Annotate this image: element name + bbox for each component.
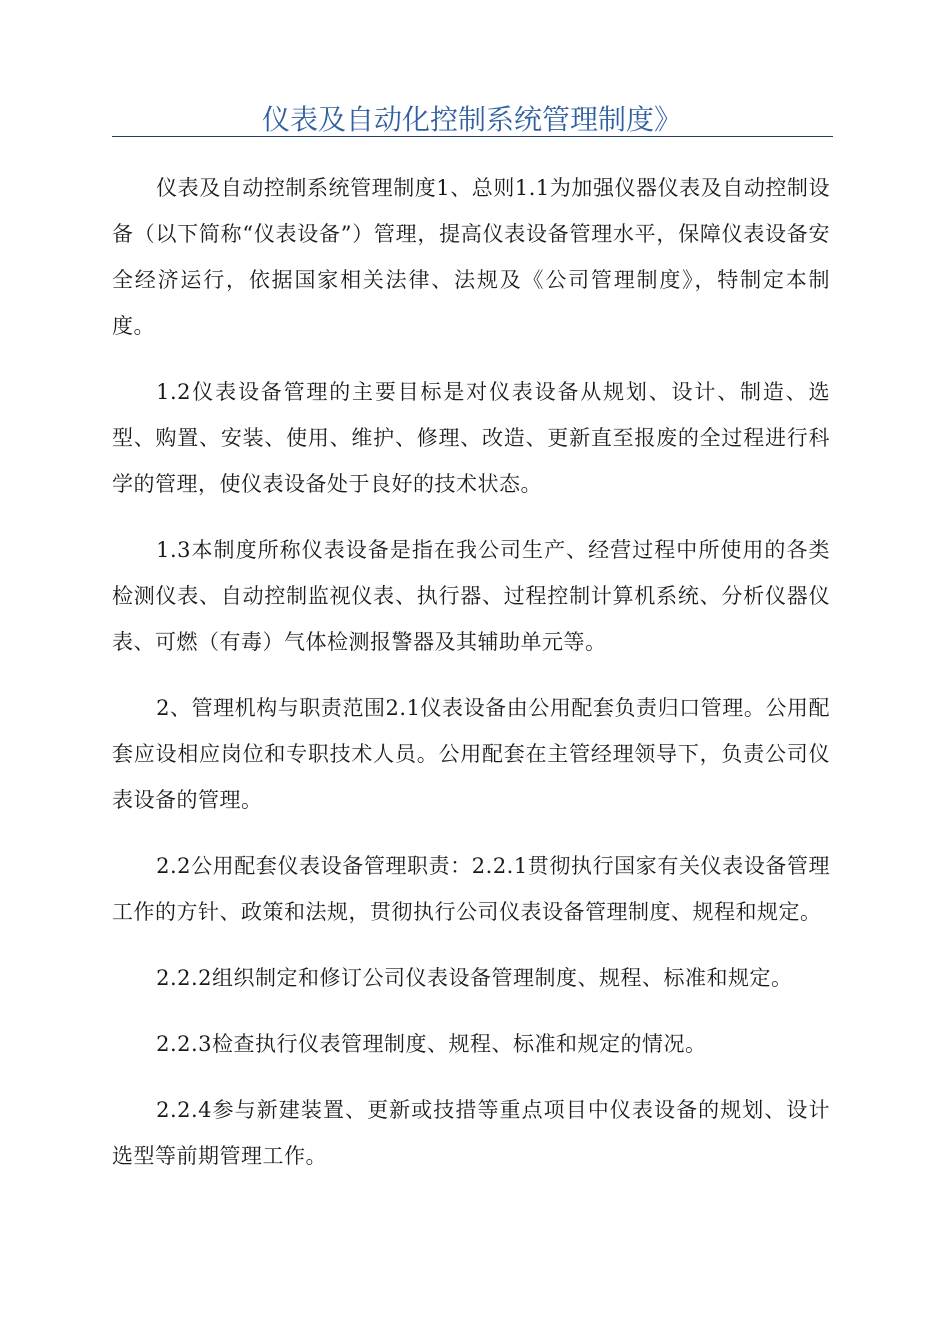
title-underline bbox=[112, 136, 833, 137]
paragraph-2-2-4: 2.2.4参与新建装置、更新或技措等重点项目中仪表设备的规划、设计选型等前期管理工作。 bbox=[112, 1098, 830, 1168]
paragraph-2-2: 2.2公用配套仪表设备管理职责：2.2.1贯彻执行国家有关仪表设备管理工作的方针、政策和法规，贯彻执行公司仪表设备管理制度、规程和规定。 bbox=[112, 854, 830, 924]
paragraph-2-2-2: 2.2.2组织制定和修订公司仪表设备管理制度、规程、标准和规定。 bbox=[156, 966, 793, 990]
paragraph-1-2: 1.2仪表设备管理的主要目标是对仪表设备从规划、设计、制造、选型、购置、安装、使用、维护、修理、改造、更新直至报废的全过程进行科学的管理，使仪表设备处于良好的技术状态。 bbox=[112, 380, 830, 496]
paragraph-2-1: 2、管理机构与职责范围2.1仪表设备由公用配套负责归口管理。公用配套应设相应岗位和专职技术人员。公用配套在主管经理领导下，负责公司仪表设备的管理。 bbox=[112, 696, 830, 812]
document-title: 仪表及自动化控制系统管理制度》 bbox=[261, 103, 682, 136]
paragraph-general: 仪表及自动控制系统管理制度1、总则1.1为加强仪器仪表及自动控制设备（以下简称“仪表设备”）管理，提高仪表设备管理水平，保障仪表设备安全经济运行，依据国家相关法律、法规及《公司管理制度》，特制定本制度。 bbox=[112, 176, 830, 338]
document-body bbox=[112, 165, 830, 1199]
paragraph-2-2-3: 2.2.3检查执行仪表管理制度、规程、标准和规定的情况。 bbox=[156, 1032, 707, 1056]
paragraph-1-3: 1.3本制度所称仪表设备是指在我公司生产、经营过程中所使用的各类检测仪表、自动控制监视仪表、执行器、过程控制计算机系统、分析仪器仪表、可燃（有毒）气体检测报警器及其辅助单元等。 bbox=[112, 538, 830, 654]
